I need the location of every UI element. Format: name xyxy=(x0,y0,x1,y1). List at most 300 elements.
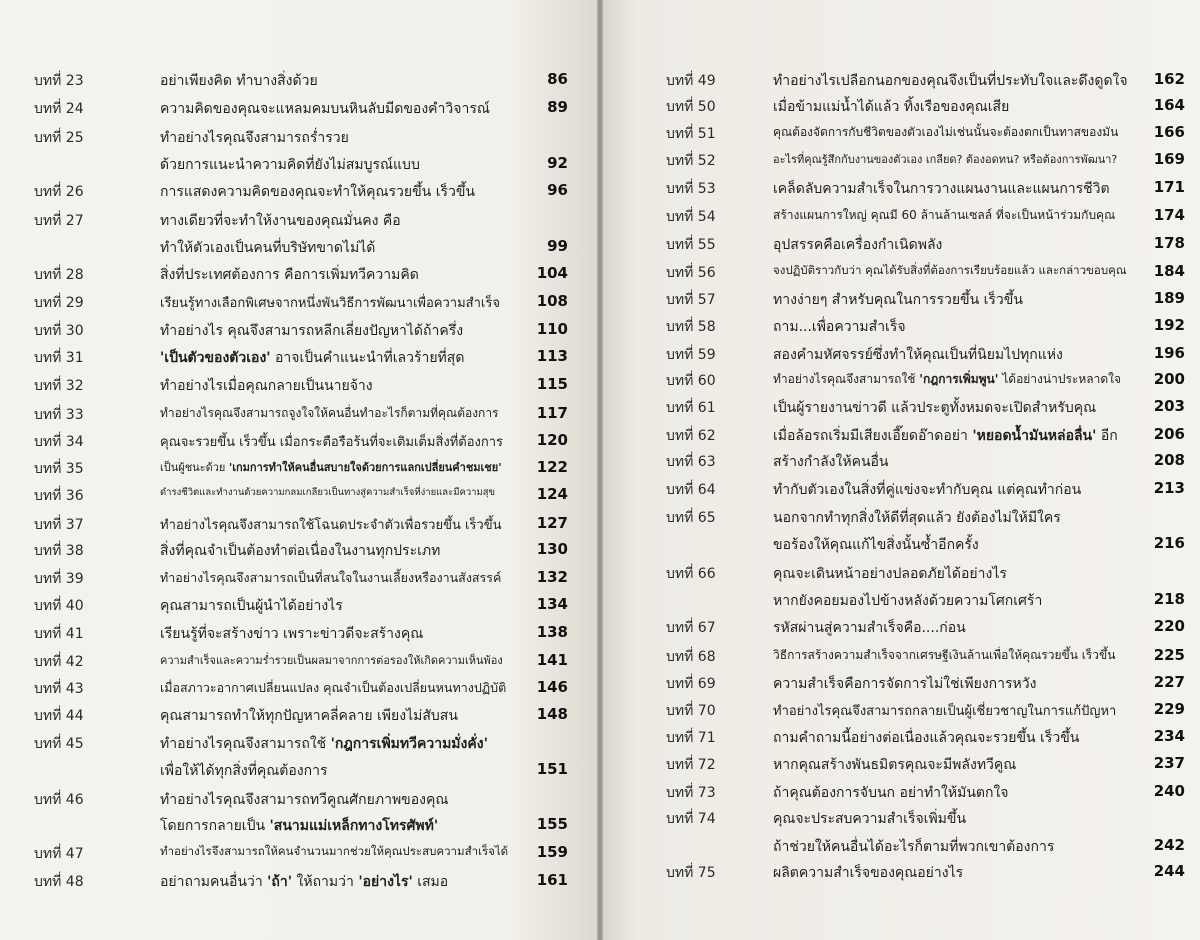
chapter-title xyxy=(160,127,349,149)
page-number: 234 xyxy=(1153,727,1185,745)
title-text: ทำให้ตัวเองเป็นคนที่บริษัทขาดไม่ได้ xyxy=(160,240,376,256)
title-text: คุณสามารถทำให้ทุกปัญหาคลี่คลาย เพียงไม่สับสน xyxy=(160,708,458,724)
page-number: 244 xyxy=(1153,862,1185,880)
chapter-title xyxy=(160,623,423,645)
title-text: ทำอย่างไรคุณจึงสามารถจูงใจให้คนอื่นทำอะไรก็ตามที่คุณต้องการ xyxy=(160,406,499,420)
page-number: 225 xyxy=(1153,646,1185,664)
title-text: สิ่งที่ประเทศต้องการ คือการเพิ่มทวีความคิด xyxy=(160,267,419,283)
page-number: 240 xyxy=(1153,782,1185,800)
chapter-title xyxy=(773,316,906,338)
toc-entry xyxy=(600,206,1200,230)
toc-entry xyxy=(0,154,600,178)
toc-entry xyxy=(0,568,600,592)
title-text: เสมอ xyxy=(412,874,449,890)
page-number: 110 xyxy=(536,320,568,338)
chapter-title xyxy=(773,289,1023,311)
right-page xyxy=(600,0,1200,940)
page-number: 120 xyxy=(536,431,568,449)
chapter-number: บทที่ 45 xyxy=(34,736,84,752)
page-number: 86 xyxy=(547,70,568,88)
chapter-title xyxy=(773,234,942,256)
page-number: 132 xyxy=(536,568,568,586)
title-text: รหัสผ่านสู่ความสำเร็จคือ....ก่อน xyxy=(773,620,966,636)
title-text: อาจเป็นคำแนะนำที่เลวร้ายที่สุด xyxy=(270,350,465,366)
page-number: 196 xyxy=(1153,344,1185,362)
title-text: เพื่อให้ได้ทุกสิ่งที่คุณต้องการ xyxy=(160,763,328,779)
chapter-number: บทที่ 32 xyxy=(34,378,84,394)
chapter-number: บทที่ 62 xyxy=(666,428,716,444)
chapter-number: บทที่ 47 xyxy=(34,846,84,862)
chapter-number: บทที่ 33 xyxy=(34,407,84,423)
page-number: 122 xyxy=(536,458,568,476)
toc-entry xyxy=(0,540,600,564)
page-number: 203 xyxy=(1153,397,1185,415)
title-text: ทำกับตัวเองในสิ่งที่คู่แข่งจะทำกับคุณ แต่คุณทำก่อน xyxy=(773,482,1082,498)
chapter-number: บทที่ 29 xyxy=(34,295,84,311)
page-number: 89 xyxy=(547,98,568,116)
chapter-number: บทที่ 42 xyxy=(34,654,84,670)
chapter-title xyxy=(773,727,1079,749)
title-text: อย่าถามคนอื่นว่า xyxy=(160,874,268,890)
page-number: 216 xyxy=(1153,534,1185,552)
title-text: คุณจะประสบความสำเร็จเพิ่มขึ้น xyxy=(773,811,967,827)
chapter-title xyxy=(773,397,1096,419)
toc-entry xyxy=(0,347,600,371)
title-emphasis: 'เกมการทำให้คนอื่นสบายใจด้วยการแลกเปลี่ยนคำชมเชย' xyxy=(228,461,502,474)
toc-entry xyxy=(0,760,600,784)
chapter-number: บทที่ 65 xyxy=(666,510,716,526)
chapter-number: บทที่ 61 xyxy=(666,400,716,416)
page-number: 146 xyxy=(536,678,568,696)
page-number: 127 xyxy=(536,514,568,532)
page-number: 164 xyxy=(1153,96,1185,114)
chapter-number: บทที่ 63 xyxy=(666,454,716,470)
title-emphasis: 'สนามแม่เหล็กทางโทรศัพท์' xyxy=(269,818,439,834)
title-text: การแสดงความคิดของคุณจะทำให้คุณรวยขึ้น เร็วขึ้น xyxy=(160,184,476,200)
title-text: ถามคำถามนี้อย่างต่อเนื่องแล้วคุณจะรวยขึ้น เร็วขึ้น xyxy=(773,730,1080,746)
chapter-title xyxy=(160,733,488,755)
chapter-title xyxy=(773,700,1116,721)
page-number: 227 xyxy=(1153,673,1185,691)
title-text: เรียนรู้ที่จะสร้างข่าว เพราะข่าวดีจะสร้างคุณ xyxy=(160,626,424,642)
page-number: 200 xyxy=(1153,370,1185,388)
chapter-number: บทที่ 37 xyxy=(34,517,84,533)
page-number: 206 xyxy=(1153,425,1185,443)
chapter-title xyxy=(773,507,1061,529)
chapter-number: บทที่ 50 xyxy=(666,99,716,115)
chapter-title xyxy=(773,123,1118,142)
toc-entry xyxy=(0,595,600,619)
title-text: ทำอย่างไรคุณจึงสามารถทวีคูณศักยภาพของคุณ xyxy=(160,792,449,808)
title-text: ทำอย่างไรคุณจึงสามารถใช้โฉนดประจำตัวเพื่อรวยขึ้น เร็วขึ้น xyxy=(160,518,502,533)
title-text: ทำอย่างไรคุณจึงสามารถใช้ xyxy=(160,736,331,752)
toc-entry xyxy=(600,316,1200,340)
chapter-title xyxy=(160,651,503,669)
chapter-title xyxy=(160,375,373,397)
title-text: ดำรงชีวิตและทำงานด้วยความกลมเกลียวเป็นทางสู่ความสำเร็จที่ง่ายและมีความสุข xyxy=(160,487,496,498)
chapter-number: บทที่ 75 xyxy=(666,865,716,881)
title-emphasis: 'ถ้า' xyxy=(267,874,293,890)
chapter-number: บทที่ 72 xyxy=(666,757,716,773)
chapter-title xyxy=(160,458,502,476)
page-number: 134 xyxy=(536,595,568,613)
page-number: 92 xyxy=(547,154,568,172)
title-text: อย่าเพียงคิด ทำบางสิ่งด้วย xyxy=(160,73,318,89)
page-number: 189 xyxy=(1153,289,1185,307)
chapter-title xyxy=(773,370,1121,389)
toc-entry xyxy=(0,514,600,538)
toc-entry xyxy=(600,782,1200,806)
page-number: 213 xyxy=(1153,479,1185,497)
toc-entry xyxy=(600,727,1200,751)
page-number: 169 xyxy=(1153,150,1185,168)
chapter-number: บทที่ 66 xyxy=(666,566,716,582)
chapter-number: บทที่ 74 xyxy=(666,811,716,827)
chapter-title xyxy=(160,98,490,120)
toc-entry xyxy=(0,404,600,428)
title-text: โดยการกลายเป็น xyxy=(160,818,270,834)
page-number: 96 xyxy=(547,181,568,199)
toc-entry xyxy=(600,289,1200,313)
page-number: 242 xyxy=(1153,836,1185,854)
title-text: ถ้าคุณต้องการจับนก อย่าทำให้มันตกใจ xyxy=(773,785,1009,801)
chapter-number: บทที่ 55 xyxy=(666,237,716,253)
chapter-title xyxy=(773,617,966,639)
title-text: วิธีการสร้างความสำเร็จจากเศรษฐีเงินล้านเพื่อให้คุณรวยขึ้น เร็วขึ้น xyxy=(773,648,1116,662)
chapter-title xyxy=(773,534,979,556)
toc-entry xyxy=(600,590,1200,614)
toc-entry xyxy=(600,397,1200,421)
page-number: 104 xyxy=(536,264,568,282)
toc-entry xyxy=(0,485,600,509)
title-text: เมื่อสภาวะอากาศเปลี่ยนแปลง คุณจำเป็นต้องเปลี่ยนหนทางปฏิบัติ xyxy=(160,680,507,695)
chapter-title xyxy=(160,320,463,342)
chapter-title xyxy=(160,181,475,203)
chapter-number: บทที่ 38 xyxy=(34,543,84,559)
page-number: 141 xyxy=(536,651,568,669)
title-text: ทำอย่างไร คุณจึงสามารถหลีกเลี่ยงปัญหาได้ถ้าครึ่ง xyxy=(160,323,464,339)
chapter-title xyxy=(160,514,501,535)
title-text: สร้างกำลังให้คนอื่น xyxy=(773,454,889,470)
page-number: 151 xyxy=(536,760,568,778)
chapter-number: บทที่ 58 xyxy=(666,319,716,335)
toc-entry xyxy=(0,70,600,94)
chapter-number: บทที่ 46 xyxy=(34,792,84,808)
toc-entry xyxy=(600,70,1200,94)
chapter-title xyxy=(773,262,1127,280)
toc-entry xyxy=(0,264,600,288)
toc-entry xyxy=(600,425,1200,449)
title-text: ทำอย่างไรคุณจึงสามารถเป็นที่สนใจในงานเลี้ยงหรืองานสังสรรค์ xyxy=(160,570,502,585)
title-text: จงปฏิบัติราวกับว่า คุณได้รับสิ่งที่ต้องการเรียบร้อยแล้ว และกล่าวขอบคุณ xyxy=(773,263,1127,277)
chapter-title xyxy=(160,789,448,811)
chapter-number: บทที่ 49 xyxy=(666,73,716,89)
toc-entry xyxy=(0,98,600,122)
title-text: ถาม...เพื่อความสำเร็จ xyxy=(773,319,906,335)
chapter-title xyxy=(160,404,499,423)
toc-entry xyxy=(600,344,1200,368)
page-number: 148 xyxy=(536,705,568,723)
toc-entry xyxy=(0,181,600,205)
page-number: 124 xyxy=(536,485,568,503)
title-text: เป็นผู้ชนะด้วย xyxy=(160,461,229,474)
chapter-title xyxy=(160,210,401,232)
chapter-number: บทที่ 31 xyxy=(34,350,84,366)
chapter-title xyxy=(773,479,1081,501)
title-text: คุณจะรวยขึ้น เร็วขึ้น เมื่อกระตือรือร้นที่จะเติมเต็มสิ่งที่ต้องการ xyxy=(160,435,504,450)
title-emphasis: 'กฎการเพิ่มทวีความมั่งคั่ง' xyxy=(330,736,488,752)
chapter-number: บทที่ 69 xyxy=(666,676,716,692)
chapter-number: บทที่ 36 xyxy=(34,488,84,504)
chapter-title xyxy=(160,292,500,313)
toc-entry xyxy=(0,651,600,675)
title-text: หากคุณสร้างพันธมิตรคุณจะมีพลังทวีคูณ xyxy=(773,757,1017,773)
chapter-number: บทที่ 56 xyxy=(666,265,716,281)
page-number: 192 xyxy=(1153,316,1185,334)
page-number: 162 xyxy=(1153,70,1185,88)
toc-entry xyxy=(0,375,600,399)
chapter-title xyxy=(773,96,1009,118)
chapter-number: บทที่ 54 xyxy=(666,209,716,225)
toc-entry xyxy=(0,458,600,482)
chapter-title xyxy=(773,70,1128,92)
title-text: สร้างแผนการใหญ่ คุณมี 60 ล้านล้านเซลล์ ที่จะเป็นหน้าร่วมกับคุณ xyxy=(773,208,1116,222)
chapter-number: บทที่ 59 xyxy=(666,347,716,363)
page-number: 115 xyxy=(536,375,568,393)
chapter-number: บทที่ 68 xyxy=(666,649,716,665)
chapter-title xyxy=(773,646,1115,665)
toc-entry xyxy=(600,370,1200,394)
title-text: ความสำเร็จและความร่ำรวยเป็นผลมาจากการต่อรองให้เกิดความเห็นพ้อง xyxy=(160,654,503,667)
chapter-title xyxy=(773,862,963,884)
page-number: 159 xyxy=(536,843,568,861)
chapter-number: บทที่ 34 xyxy=(34,434,84,450)
page-number: 174 xyxy=(1153,206,1185,224)
title-text: เคล็ดลับความสำเร็จในการวางแผนงานและแผนการชีวิต xyxy=(773,181,1110,197)
page-number: 108 xyxy=(536,292,568,310)
title-emphasis: 'กฎการเพิ่มพูน' xyxy=(919,372,999,386)
chapter-title xyxy=(773,590,1042,612)
chapter-number: บทที่ 53 xyxy=(666,181,716,197)
title-text: ความสำเร็จคือการจัดการไม่ใช่เพียงการหวัง xyxy=(773,676,1037,692)
page-number: 218 xyxy=(1153,590,1185,608)
toc-entry xyxy=(0,733,600,757)
title-text: เรียนรู้ทางเลือกพิเศษจากหนึ่งพันวิธีการพัฒนาเพื่อความสำเร็จ xyxy=(160,296,500,311)
chapter-number: บทที่ 25 xyxy=(34,130,84,146)
chapter-number: บทที่ 71 xyxy=(666,730,716,746)
chapter-number: บทที่ 48 xyxy=(34,874,84,890)
chapter-number: บทที่ 26 xyxy=(34,184,84,200)
chapter-title xyxy=(773,206,1115,225)
title-text: คุณสามารถเป็นผู้นำได้อย่างไร xyxy=(160,598,343,614)
toc-entry xyxy=(0,789,600,813)
chapter-number: บทที่ 60 xyxy=(666,373,716,389)
chapter-title xyxy=(160,347,464,369)
chapter-title xyxy=(160,264,419,286)
chapter-number: บทที่ 40 xyxy=(34,598,84,614)
chapter-title xyxy=(160,843,508,861)
toc-entry xyxy=(600,646,1200,670)
chapter-title xyxy=(160,595,343,617)
page-number: 178 xyxy=(1153,234,1185,252)
toc-entry xyxy=(600,262,1200,286)
toc-entry xyxy=(600,178,1200,202)
chapter-title xyxy=(773,563,1007,585)
title-text: อะไรที่คุณรู้สึกกับงานของตัวเอง เกลียด? ต้องอดทน? หรือต้องการพัฒนา? xyxy=(773,153,1118,166)
chapter-title xyxy=(773,836,1054,858)
toc-entry xyxy=(600,862,1200,886)
toc-entry xyxy=(600,479,1200,503)
chapter-title xyxy=(160,540,440,562)
chapter-title xyxy=(773,344,1063,366)
title-text: ทำอย่างไรเมื่อคุณกลายเป็นนายจ้าง xyxy=(160,378,373,394)
chapter-title xyxy=(160,871,448,893)
page-number: 208 xyxy=(1153,451,1185,469)
page-number: 220 xyxy=(1153,617,1185,635)
chapter-number: บทที่ 24 xyxy=(34,101,84,117)
toc-entry xyxy=(600,673,1200,697)
chapter-title xyxy=(773,754,1016,776)
title-text: เป็นผู้รายงานข่าวดี แล้วประตูทั้งหมดจะเปิดสำหรับคุณ xyxy=(773,400,1097,416)
title-text: ทำอย่างไรคุณจึงสามารถกลายเป็นผู้เชี่ยวชาญในการแก้ปัญหา xyxy=(773,704,1117,719)
title-text: ทางง่ายๆ สำหรับคุณในการรวยขึ้น เร็วขึ้น xyxy=(773,292,1023,308)
toc-entry xyxy=(0,237,600,261)
page-number: 113 xyxy=(536,347,568,365)
chapter-title xyxy=(773,178,1110,200)
chapter-title xyxy=(773,808,966,830)
chapter-title xyxy=(160,485,495,500)
toc-entry xyxy=(0,871,600,895)
title-text: เมื่อข้ามแม่น้ำได้แล้ว ทิ้งเรือของคุณเสีย xyxy=(773,99,1010,115)
page-number: 155 xyxy=(536,815,568,833)
chapter-title xyxy=(160,705,458,727)
chapter-number: บทที่ 57 xyxy=(666,292,716,308)
toc-entry xyxy=(600,563,1200,587)
title-text: ทำอย่างไรเปลือกนอกของคุณจึงเป็นที่ประทับใจและดึงดูดใจ xyxy=(773,73,1128,89)
chapter-title xyxy=(160,431,503,452)
toc-entry xyxy=(600,507,1200,531)
chapter-title xyxy=(773,451,889,473)
chapter-title xyxy=(773,782,1009,804)
chapter-title xyxy=(160,70,318,92)
page-number: 130 xyxy=(536,540,568,558)
toc-entry xyxy=(600,836,1200,860)
title-text: คุณต้องจัดการกับชีวิตของตัวเองไม่เช่นนั้นจะต้องตกเป็นทาสของมัน xyxy=(773,125,1119,139)
toc-entry xyxy=(600,534,1200,558)
title-text: ทำอย่างไรคุณจึงสามารถร่ำรวย xyxy=(160,130,349,146)
page-number: 229 xyxy=(1153,700,1185,718)
page-number: 166 xyxy=(1153,123,1185,141)
toc-entry xyxy=(0,815,600,839)
title-emphasis: 'เป็นตัวของตัวเอง' xyxy=(160,350,271,366)
toc-entry xyxy=(0,431,600,455)
toc-entry xyxy=(600,754,1200,778)
toc-entry xyxy=(600,123,1200,147)
toc-entry xyxy=(0,705,600,729)
title-emphasis: 'อย่างไร' xyxy=(358,874,413,890)
title-text: หากยังคอยมองไปข้างหลังด้วยความโศกเศร้า xyxy=(773,593,1043,609)
title-text: ความคิดของคุณจะแหลมคมบนหินลับมีดของคำวิจารณ์ xyxy=(160,101,490,117)
title-text: สิ่งที่คุณจำเป็นต้องทำต่อเนื่องในงานทุกประเภท xyxy=(160,543,441,559)
toc-entry xyxy=(0,623,600,647)
title-text: ทางเดียวที่จะทำให้งานของคุณมั่นคง คือ xyxy=(160,213,401,229)
toc-entry xyxy=(0,678,600,702)
title-text: เมื่อล้อรถเริ่มมีเสียงเอี๊ยดอ๊าดอย่า xyxy=(773,428,973,444)
chapter-title xyxy=(160,678,506,698)
chapter-number: บทที่ 41 xyxy=(34,626,84,642)
title-text: ถ้าช่วยให้คนอื่นได้อะไรก็ตามที่พวกเขาต้องการ xyxy=(773,839,1055,855)
chapter-number: บทที่ 67 xyxy=(666,620,716,636)
chapter-title xyxy=(160,237,375,259)
chapter-number: บทที่ 43 xyxy=(34,681,84,697)
title-text: ให้ถามว่า xyxy=(292,874,359,890)
title-text: อุปสรรคคือเครื่องกำเนิดพลัง xyxy=(773,237,943,253)
title-text: นอกจากทำทุกสิ่งให้ดีที่สุดแล้ว ยังต้องไม่ให้มีใคร xyxy=(773,510,1061,526)
page-number: 171 xyxy=(1153,178,1185,196)
book-gutter xyxy=(597,0,603,940)
title-text: อีก xyxy=(1096,428,1118,444)
page-number: 184 xyxy=(1153,262,1185,280)
toc-entry xyxy=(0,292,600,316)
title-text: ทำอย่างไรจึงสามารถให้คนจำนวนมากช่วยให้คุณประสบความสำเร็จได้ xyxy=(160,844,509,858)
title-text: ขอร้องให้คุณแก้ไขสิ่งนั้นซ้ำอีกครั้ง xyxy=(773,537,979,553)
toc-entry xyxy=(600,617,1200,641)
title-text: สองคำมหัศจรรย์ซึ่งทำให้คุณเป็นที่นิยมไปทุกแห่ง xyxy=(773,347,1063,363)
toc-entry xyxy=(600,808,1200,832)
page-number: 161 xyxy=(536,871,568,889)
chapter-number: บทที่ 27 xyxy=(34,213,84,229)
chapter-number: บทที่ 28 xyxy=(34,267,84,283)
chapter-title xyxy=(160,760,327,782)
chapter-number: บทที่ 23 xyxy=(34,73,84,89)
chapter-number: บทที่ 39 xyxy=(34,571,84,587)
toc-entry xyxy=(0,320,600,344)
chapter-number: บทที่ 30 xyxy=(34,323,84,339)
chapter-number: บทที่ 70 xyxy=(666,703,716,719)
page-number: 99 xyxy=(547,237,568,255)
chapter-number: บทที่ 73 xyxy=(666,785,716,801)
title-text: ได้อย่างน่าประหลาดใจ xyxy=(998,372,1122,386)
chapter-title xyxy=(160,568,501,588)
toc-entry xyxy=(0,127,600,151)
chapter-title xyxy=(773,673,1036,695)
title-emphasis: 'หยอดน้ำมันหล่อลื่น' xyxy=(972,428,1097,444)
page-number: 237 xyxy=(1153,754,1185,772)
chapter-number: บทที่ 52 xyxy=(666,153,716,169)
chapter-title xyxy=(773,425,1118,447)
chapter-number: บทที่ 64 xyxy=(666,482,716,498)
chapter-number: บทที่ 44 xyxy=(34,708,84,724)
page-number: 117 xyxy=(536,404,568,422)
chapter-number: บทที่ 51 xyxy=(666,126,716,142)
title-text: ทำอย่างไรคุณจึงสามารถใช้ xyxy=(773,372,920,386)
toc-entry xyxy=(600,150,1200,174)
toc-entry xyxy=(0,843,600,867)
chapter-title xyxy=(773,150,1117,168)
toc-entry xyxy=(600,451,1200,475)
title-text: คุณจะเดินหน้าอย่างปลอดภัยได้อย่างไร xyxy=(773,566,1007,582)
toc-entry xyxy=(600,700,1200,724)
chapter-number: บทที่ 35 xyxy=(34,461,84,477)
toc-entry xyxy=(600,234,1200,258)
toc-entry xyxy=(0,210,600,234)
title-text: ด้วยการแนะนำความคิดที่ยังไม่สมบูรณ์แบบ xyxy=(160,157,420,173)
title-text: ผลิตความสำเร็จของคุณอย่างไร xyxy=(773,865,964,881)
toc-entry xyxy=(600,96,1200,120)
chapter-title xyxy=(160,154,420,176)
chapter-title xyxy=(160,815,438,837)
page-number: 138 xyxy=(536,623,568,641)
